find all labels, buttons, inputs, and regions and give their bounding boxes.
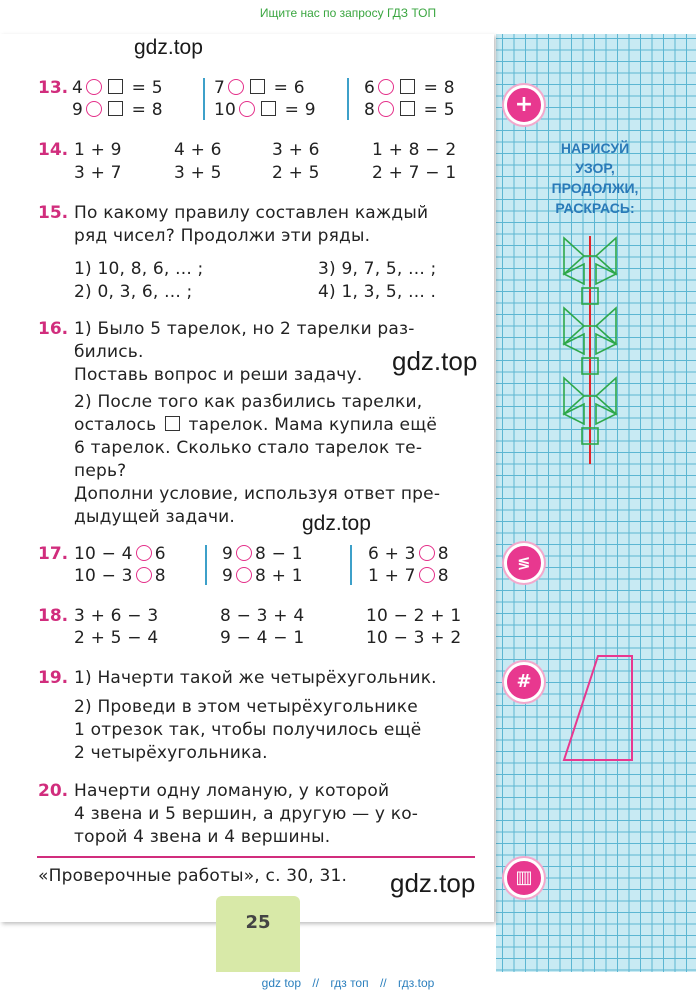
exercise-number: 16.	[38, 319, 69, 339]
reference-text: «Проверочные работы», с. 30, 31.	[38, 866, 348, 886]
task-text: 1) Начерти такой же четырёхугольник.	[74, 668, 437, 688]
task-text: 2 четырёхугольника.	[74, 743, 268, 763]
comparison-row: 6 + 3 8	[368, 544, 449, 564]
task-text: 6 тарелок. Сколько стало тарелок те-	[74, 438, 423, 458]
exercise-number: 18.	[38, 606, 69, 626]
task-text: осталось тарелок. Мама купила ещё	[74, 415, 438, 435]
exercise-number: 13.	[38, 78, 69, 98]
top-banner[interactable]: Ищите нас по запросу ГДЗ ТОП	[259, 6, 437, 20]
task-text: 2) Проведи в этом четырёхугольнике	[74, 697, 418, 717]
comparison-row: 9 = 8	[72, 100, 163, 120]
expression: 10 − 3 + 2	[366, 628, 462, 648]
task-text: Дополни условие, используя ответ пре-	[74, 484, 441, 504]
page-number: 25	[216, 896, 300, 972]
comparison-row: 1 + 7 8	[368, 566, 449, 586]
task-text: бились.	[74, 342, 144, 362]
task-text: ряд чисел? Продолжи эти ряды.	[74, 226, 371, 246]
task-text: Поставь вопрос и реши задачу.	[74, 365, 363, 385]
square-blank	[165, 416, 180, 431]
sequence-item: 3) 9, 7, 5, ... ;	[318, 259, 437, 279]
expression: 3 + 6 − 3	[74, 606, 159, 626]
expression: 2 + 5	[272, 163, 320, 183]
expression: 2 + 7 − 1	[372, 163, 457, 183]
comparison-row: 10 − 4 6	[74, 544, 166, 564]
sequence-item: 1) 10, 8, 6, ... ;	[74, 259, 204, 279]
book-icon: ▥	[504, 858, 544, 898]
task-text: 2) После того как разбились тарелки,	[74, 392, 423, 412]
comparison-row: 4 = 5	[72, 78, 163, 98]
task-text: Начерти одну ломаную, у которой	[74, 781, 390, 801]
exercise-number: 19.	[38, 668, 69, 688]
comparison-row: 7 = 6	[214, 78, 305, 98]
comparison-row: 10 − 3 8	[74, 566, 166, 586]
quadrilateral-shape	[564, 656, 632, 760]
expression: 8 − 3 + 4	[220, 606, 305, 626]
divider-line	[37, 856, 475, 858]
column-divider	[350, 545, 352, 585]
task-text: перь?	[74, 461, 127, 481]
grid-icon: #	[504, 662, 544, 702]
task-text: дыдущей задачи.	[74, 507, 236, 527]
column-divider	[347, 78, 349, 120]
exercise-number: 20.	[38, 781, 69, 801]
task-text: 4 звена и 5 вершин, а другую — у ко-	[74, 804, 419, 824]
comparison-row: 6 = 8	[364, 78, 455, 98]
task-text: По какому правилу составлен каждый	[74, 203, 429, 223]
comparison-row: 9 8 + 1	[222, 566, 303, 586]
expression: 4 + 6	[174, 140, 222, 160]
square-blank	[108, 79, 123, 94]
sequence-item: 4) 1, 3, 5, ... .	[318, 282, 437, 302]
comparison-row: 9 8 − 1	[222, 544, 303, 564]
footer-link[interactable]: гдз топ	[330, 976, 369, 990]
footer-link[interactable]: gdz top	[261, 976, 302, 990]
sequence-item: 2) 0, 3, 6, ... ;	[74, 282, 193, 302]
footer-link[interactable]: гдз.top	[397, 976, 435, 990]
column-divider	[205, 545, 207, 585]
task-text: 1 отрезок так, чтобы получилось ещё	[74, 720, 422, 740]
expression: 2 + 5 − 4	[74, 628, 159, 648]
watermark: gdz.top	[392, 346, 478, 376]
task-text: торой 4 звена и 4 вершины.	[74, 827, 331, 847]
drawing-task-title: НАРИСУЙ УЗОР, ПРОДОЛЖИ, РАСКРАСЬ:	[551, 140, 639, 216]
watermark: gdz.top	[302, 512, 371, 535]
expression: 9 − 4 − 1	[220, 628, 305, 648]
watermark: gdz.top	[390, 868, 476, 898]
pattern-drawing	[556, 230, 626, 466]
expression: 3 + 5	[174, 163, 222, 183]
comparison-row: 10 = 9	[214, 100, 316, 120]
circle-blank	[86, 79, 102, 95]
plus-icon: +	[504, 85, 544, 125]
compare-icon: ≶	[504, 543, 544, 583]
exercise-number: 14.	[38, 140, 69, 160]
expression: 10 − 2 + 1	[366, 606, 462, 626]
task-text: 1) Было 5 тарелок, но 2 тарелки раз-	[74, 319, 415, 339]
expression: 3 + 6	[272, 140, 320, 160]
exercise-number: 17.	[38, 544, 69, 564]
exercise-number: 15.	[38, 203, 69, 223]
watermark: gdz.top	[134, 36, 203, 59]
expression: 1 + 8 − 2	[372, 140, 457, 160]
expression: 1 + 9	[74, 140, 122, 160]
column-divider	[203, 78, 205, 120]
expression: 3 + 7	[74, 163, 122, 183]
comparison-row: 8 = 5	[364, 100, 455, 120]
footer-links: gdz top // гдз топ // гдз.top	[261, 976, 435, 990]
quadrilateral-drawing	[560, 652, 640, 766]
